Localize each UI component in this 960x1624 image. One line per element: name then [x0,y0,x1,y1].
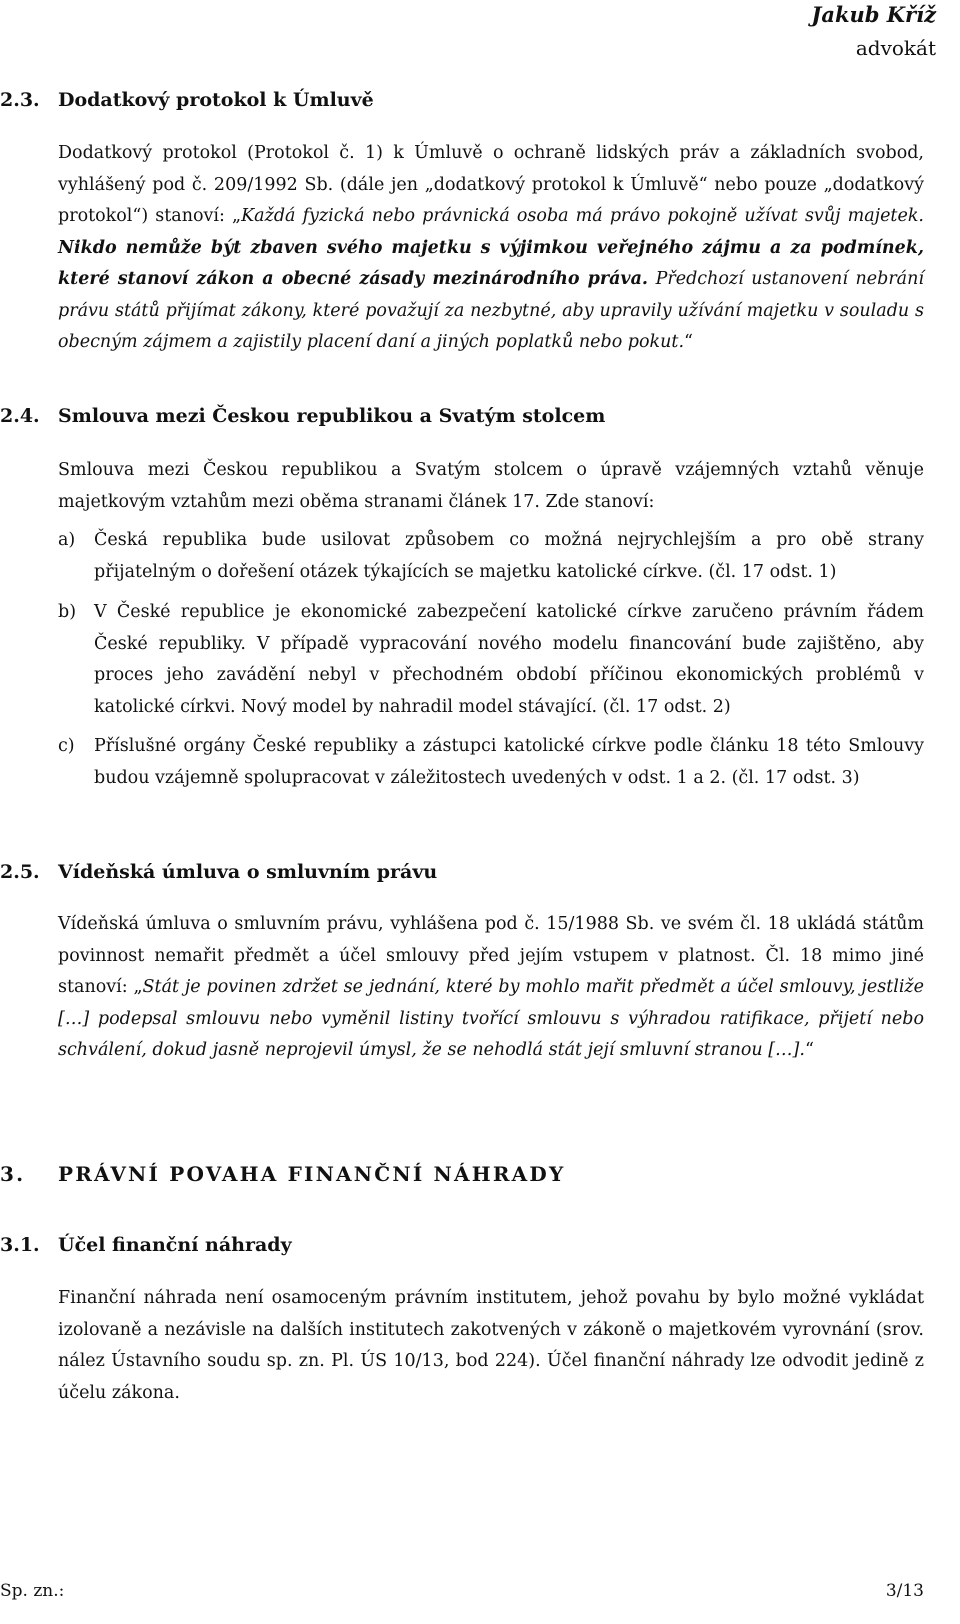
list-item-b [58,597,924,723]
quoted-text-italic: Stát je povinen zdržet se jednání, které by mohlo mařit předmět a účel smlouvy, jestliže […] podepsal smlouvu nebo vyměnil listiny tvořící smlouvu s výhradou ratifikace, přijetí nebo schválení, dokud jasně neprojevil úmysl, že se nehodlá stát její smluvní stranou […]. [58,977,925,1060]
section-number: 2.3. [0,89,40,111]
quoted-text-bold-italic: Nikdo nemůže být zbaven svého majetku s výjimkou veřejného zájmu a za podmínek, které stanoví zákon a obecné zásady mezinárodního práva. [58,237,924,289]
footer-page-number: 3/13 [885,1581,924,1601]
header-author-name: Jakub Kříž [811,2,936,27]
section-number: 2.5. [0,861,40,883]
chapter-title: PRÁVNÍ POVAHA FINANČNÍ NÁHRADY [58,1162,566,1186]
chapter-heading-3 [0,1160,565,1188]
list-marker: b) [58,602,77,622]
section-title: Dodatkový protokol k Úmluvě [58,89,374,111]
list-item-text: Česká republika bude usilovat způsobem co možná nejrychlejším a pro obě strany přijatelným o dořešení otázek týkajících se majetku katolické církve. (čl. 17 odst. 1) [94,530,924,582]
section-title: Účel finanční náhrady [58,1234,292,1256]
paragraph-text: Dodatkový protokol (Protokol č. 1) k Úmluvě o ochraně lidských práv a základních svobod, vyhlášený pod č. 209/1992 Sb. (dále jen „dodatkový protokol k Úmluvě“ nebo pouze „dodatkový protokol“) stanoví: „ [58,143,924,226]
section-title: Smlouva mezi Českou republikou a Svatým stolcem [58,405,606,427]
section-title: Vídeňská úmluva o smluvním právu [58,861,438,883]
section-heading-2-3 [0,86,374,114]
list-marker: c) [58,736,75,756]
list-item-text: V České republice je ekonomické zabezpečení katolické církve zaručeno právním řádem České republiky. V případě vypracování nového modelu financování bude zajištěno, aby proces jeho zavádění nebyl v přechodném období příčinou ekonomických problémů v katolické církvi. Nový model by nahradil model stávající. (čl. 17 odst. 2) [94,602,924,717]
quoted-text-italic: Předchozí ustanovení nebrání právu států přijímat zákony, které považují za nezbytné, aby upravily užívání majetku v souladu s obecným zájmem a zajistily placení daní a jiných poplatků nebo pokut. [58,269,924,352]
section-2-5-paragraph [58,909,924,1067]
section-heading-2-5 [0,858,437,886]
paragraph-text: Vídeňská úmluva o smluvním právu, vyhlášena pod č. 15/1988 Sb. ve svém čl. 18 ukládá státům povinnost nemařit předmět a účel smlouvy před jejím vstupem v platnost. Čl. 18 mimo jiné stanoví: „ [58,914,924,997]
header-author-role: advokát [855,36,936,60]
closing-quote: “ [684,332,693,352]
chapter-number: 3. [0,1162,26,1186]
section-2-4-intro: Smlouva mezi Českou republikou a Svatým stolcem o úpravě vzájemných vztahů věnuje majetkovým vztahům mezi oběma stranami článek 17. Zde stanoví: [58,460,924,512]
section-number: 2.4. [0,405,40,427]
quoted-text-italic: Každá fyzická nebo právnická osoba má právo pokojně užívat svůj majetek. [241,206,924,226]
closing-quote: “ [804,1040,814,1060]
list-item-text: Příslušné orgány České republiky a zástupci katolické církve podle článku 18 této Smlouvy budou vzájemně spolupracovat v záležitostech uvedených v odst. 1 a 2. (čl. 17 odst. 3) [94,736,924,788]
section-heading-3-1 [0,1231,292,1259]
section-heading-2-4 [0,402,605,430]
section-3-1-paragraph: Finanční náhrada není osamoceným právním institutem, jehož povahu by bylo možné vykládat izolovaně a nezávisle na dalších institutech zakotvených v zákoně o majetkovém vyrovnání (srov. nález Ústavního soudu sp. zn. Pl. ÚS 10/13, bod 224). Účel finanční náhrady lze odvodit jedině z účelu zákona. [58,1288,924,1403]
section-2-3-paragraph [58,138,924,359]
list-marker: a) [58,530,76,550]
list-item-a [58,525,924,588]
section-number: 3.1. [0,1234,40,1256]
footer-case-number-label: Sp. zn.: [0,1581,65,1601]
list-item-c [58,731,924,794]
